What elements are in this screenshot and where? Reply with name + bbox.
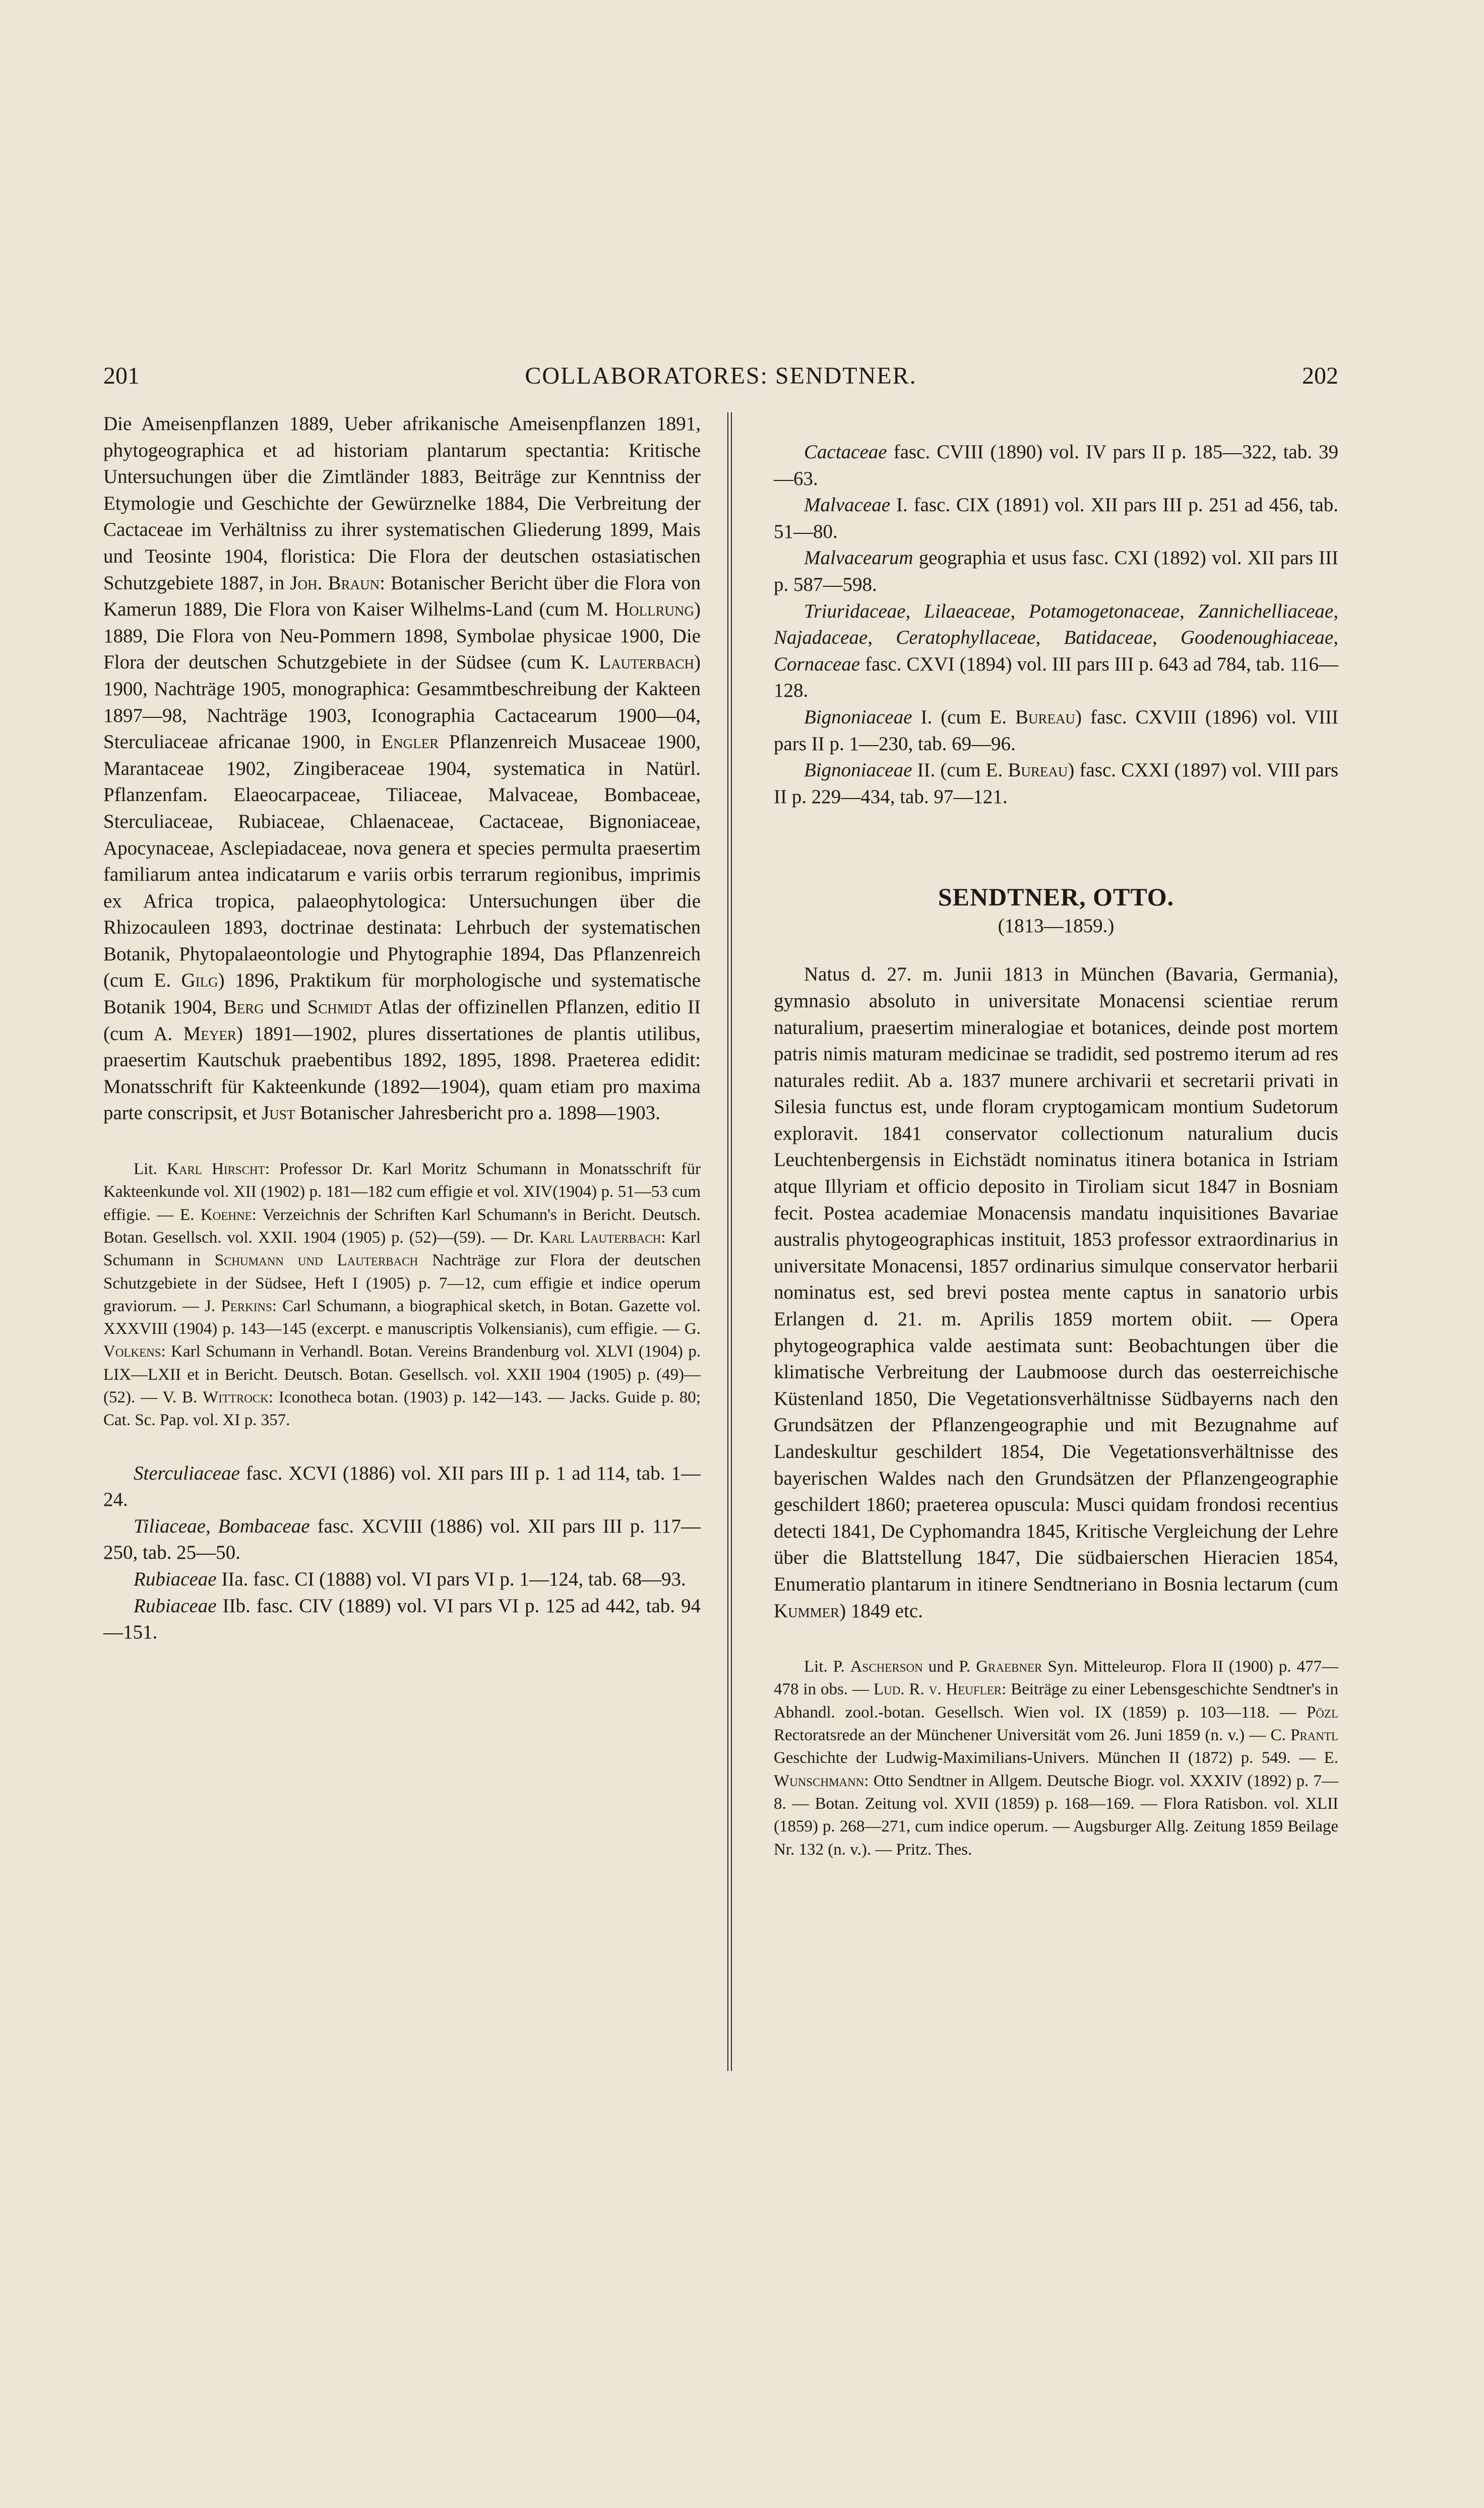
schumann-works-paragraph: Die Ameisenpflanzen 1889, Ueber afrikanische Ameisenpflanzen 1891, phytogeographica et ad historiam plantarum spectantia: Kritische Untersuchungen über die Zimtländer 1883, Beiträge zur Kenntniss der Etymologie und Geschichte der Gewürznelke 1884, Die Verbreitung der Cactaceae im Verhältniss zu ihrer systematischen Gliederung 1899, Mais und Teosinte 1904, floristica: Die Flora der deutschen ostasiatischen Schutzgebiete 1887, in Joh. Braun: Botanischer Bericht über die Flora von Kamerun 1889, Die Flora von Kaiser Wilhelms-Land (cum M. Hollrung) 1889, Die Flora von Neu-Pommern 1898, Symbolae physicae 1900, Die Flora der deutschen Schutzgebiete in der Südsee (cum K. Lauterbach) 1900, Nachträge 1905, monographica: Gesammtbeschreibung der Kakteen 1897—98, Nachträge 1903, Iconographia Cactacearum 1900—04, Sterculiaceae africanae 1900, in Engler Pflanzenreich Musaceae 1900, Marantaceae 1902, Zingiberaceae 1904, systematica in Natürl. Pflanzenfam. Elaeocarpaceae, Tiliaceae, Malvaceae, Bombaceae, Sterculiaceae, Rubiaceae, Chlaenaceae, Cactaceae, Bignoniaceae, Apocynaceae, Asclepiadaceae, nova genera et species permulta praesertim familiarum antea indicatarum e variis orbis terrarum regionibus, imprimis ex Africa tropica, palaeophytologica: Untersuchungen über die Rhizocauleen 1893, doctrinae destinata: Lehrbuch der systematischen Botanik, Phytopalaeontologie und Phytographie 1894, Das Pflanzenreich (cum E. Gilg) 1896, Praktikum für morphologische und systematische Botanik 1904, Berg und Schmidt Atlas der offizinellen Pflanzen, editio II (cum A. Meyer) 1891—1902, plures dissertationes de plantis utilibus, praesertim Kautschuk praebentibus 1892, 1895, 1898. Praeterea edidit: Monatsschrift für Kakteenkunde (1892—1904), quam etiam pro maxima parte conscripsit, et Just Botanischer Jahresbericht pro a. 1898—1903. <box>103 413 701 1124</box>
page-number-left: 201 <box>103 362 140 389</box>
series-entry: Bignoniaceae II. (cum E. Bureau) fasc. CXXI (1897) vol. VIII pars II p. 229—434, tab. 97—121. <box>774 759 1338 808</box>
running-title: COLLABORATORES: SENDTNER. <box>525 362 917 389</box>
page-number-right: 202 <box>1302 362 1338 389</box>
series-list-left <box>103 1460 701 1646</box>
biography-paragraph: Natus d. 27. m. Junii 1813 in München (Bavaria, Germania), gymnasio absoluto in universitate Monacensi scientiae rerum naturalium, praesertim mineralogiae et botanices, deinde post mortem patris nimis maturam medicinae se tradidit, sed postremo iterum ad res naturales rediit. Ab a. 1837 munere archivarii et secretarii privati in Silesia functus est, unde floram cryptogamicam montium Sudetorum exploravit. 1841 conservator collectionum naturalium ducis Leuchtenbergensis in Eichstädt nominatus itinera botanica in Istriam atque Illyriam et officio deposito in Tiroliam sicut 1847 in Bosniam fecit. Postea academiae Monacensis mandatu inquisitiones Bavariae australis phytogeographicas instituit, 1853 professor extraordinarius in universitate Monacensi, 1857 ordinarius simulque conservator herbarii nominatus est, sed brevi postea mente captus in sanatorio urbis Erlangen d. 21. m. Aprilis 1859 mortem obiit. — Opera phytogeographica valde aestimata sunt: Beobachtungen über die klimatische Verbreitung der Laubmoose durch das oesterreichische Küstenland 1850, Die Vegetationsverhältnisse Südbayerns nach den Grundsätzen der Pflanzengeographie und mit Bezugnahme auf Landeskultur geschildert 1854, Die Vegetationsverhältnisse des bayerischen Waldes nach den Grundsätzen der Pflanzengeographie geschildert 1860; praeterea opuscula: Musci quidam frondosi recentius detecti 1841, De Cyphomandra 1845, Kritische Vergleichung der Lehre über die Blattstellung 1847, Die südbaierschen Hieracien 1854, Enumeratio plantarum in itinere Sendtneriano in Bosnia lectarum (cum Kummer) 1849 etc. <box>774 963 1338 1622</box>
biography-dates: (1813—1859.) <box>998 915 1115 937</box>
series-entry: Tiliaceae, Bombaceae fasc. XCVIII (1886) vol. XII pars III p. 117—250, tab. 25—50. <box>103 1515 701 1564</box>
sendtner-literature: Lit. P. Ascherson und P. Graebner Syn. Mitteleurop. Flora II (1900) p. 477—478 in obs. — Lud. R. v. Heufler: Beiträge zu einer Lebensgeschichte Sendtner's in Abhandl. zool.-botan. Gesellsch. Wien vol. IX (1859) p. 103—118. — Pözl Rectoratsrede an der Münchener Universität vom 26. Juni 1859 (n. v.) — C. Prantl Geschichte der Ludwig-Maximilians-Univers. München II (1872) p. 549. — E. Wunschmann: Otto Sendtner in Allgem. Deutsche Biogr. vol. XXXIV (1892) p. 7—8. — Botan. Zeitung vol. XVII (1859) p. 168—169. — Flora Ratisbon. vol. XLII (1859) p. 268—271, cum indice operum. — Augsburger Allg. Zeitung 1859 Beilage Nr. 132 (n. v.). — Pritz. Thes. <box>774 1658 1338 1859</box>
schumann-literature: Lit. Karl Hirscht: Professor Dr. Karl Moritz Schumann in Monatsschrift für Kakteenkunde vol. XII (1902) p. 181—182 cum effigie et vol. XIV(1904) p. 51—53 cum effigie. — E. Koehne: Verzeichnis der Schriften Karl Schumann's in Bericht. Deutsch. Botan. Gesellsch. vol. XXII. 1904 (1905) p. (52)—(59). — Dr. Karl Lauterbach: Karl Schumann in Schumann und Lauterbach Nachträge zur Flora der deutschen Schutzgebiete in der Südsee, Heft I (1905) p. 7—12, cum effigie et indice operum graviorum. — J. Perkins: Carl Schumann, a biographical sketch, in Botan. Gazette vol. XXXVIII (1904) p. 143—145 (excerpt. e manuscriptis Volkensianis), cum effigie. — G. Volkens: Karl Schumann in Verhandl. Botan. Vereins Brandenburg vol. XLVI (1904) p. LIX—LXII et in Bericht. Deutsch. Botan. Gesellsch. vol. XXII 1904 (1905) p. (49)—(52). — V. B. Wittrock: Iconotheca botan. (1903) p. 142—143. — Jacks. Guide p. 80; Cat. Sc. Pap. vol. XI p. 357. <box>103 1160 701 1430</box>
series-entry: Rubiaceae IIb. fasc. CIV (1889) vol. VI pars VI p. 125 ad 442, tab. 94—151. <box>103 1595 701 1643</box>
right-column <box>774 411 1338 1861</box>
series-entry: Triuridaceae, Lilaeaceae, Potamogetonaceae, Zannichelliaceae, Najadaceae, Ceratophyllaceae, Batidaceae, Goodenoughiaceae, Cornaceae fasc. CXVI (1894) vol. III pars III p. 643 ad 784, tab. 116—128. <box>774 600 1338 702</box>
series-entry: Malvaceae I. fasc. CIX (1891) vol. XII pars III p. 251 ad 456, tab. 51—80. <box>774 494 1338 542</box>
biography-title: SENDTNER, OTTO. <box>938 883 1174 911</box>
series-entry: Sterculiaceae fasc. XCVI (1886) vol. XII pars III p. 1 ad 114, tab. 1—24. <box>103 1462 701 1511</box>
column-divider <box>727 412 732 2071</box>
series-entry: Bignoniaceae I. (cum E. Bureau) fasc. CXVIII (1896) vol. VIII pars II p. 1—230, tab. 69—96. <box>774 706 1338 755</box>
page-header <box>103 362 1338 397</box>
series-list-right <box>774 439 1338 810</box>
series-entry: Malvacearum geographia et usus fasc. CXI (1892) vol. XII pars III p. 587—598. <box>774 547 1338 595</box>
series-entry: Rubiaceae IIa. fasc. CI (1888) vol. VI pars VI p. 1—124, tab. 68—93. <box>134 1568 686 1590</box>
series-entry: Cactaceae fasc. CVIII (1890) vol. IV pars II p. 185—322, tab. 39—63. <box>774 441 1338 490</box>
left-column <box>103 411 701 1646</box>
